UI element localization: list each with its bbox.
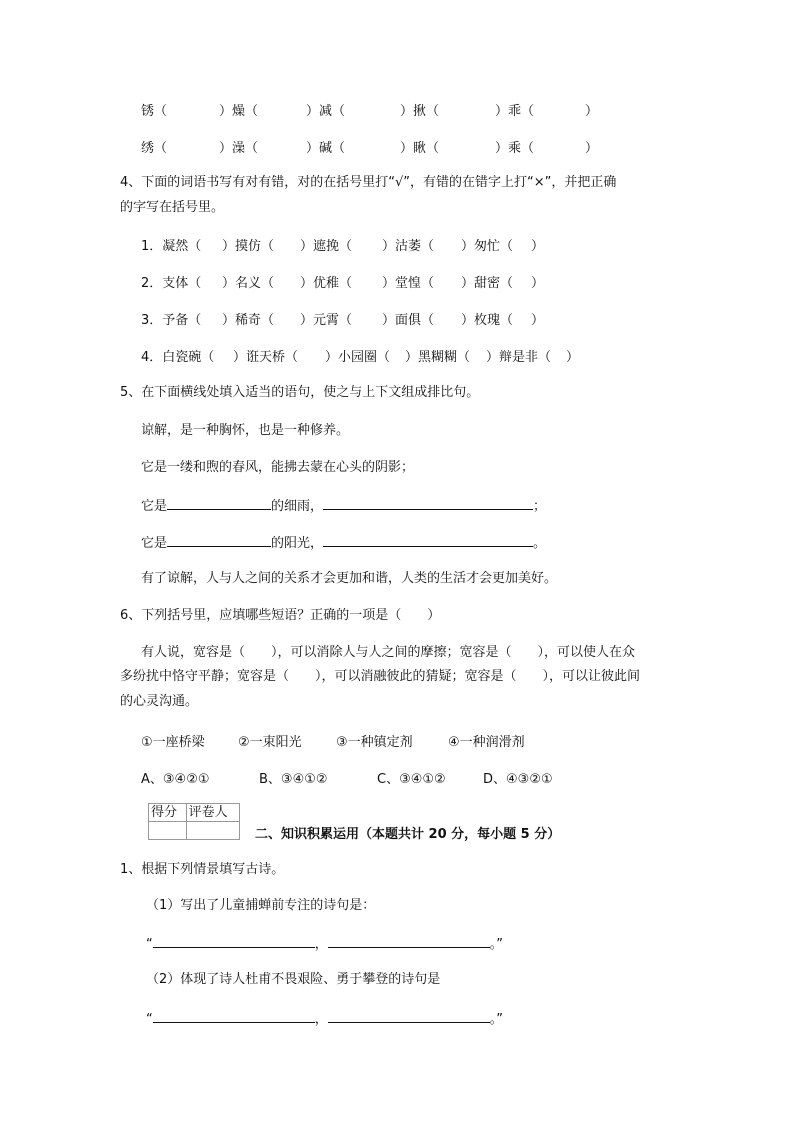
q4-word: ）匆忙（ (461, 239, 514, 254)
q5-blank[interactable] (323, 534, 533, 547)
q4-word: ）堂惶（ (382, 276, 435, 291)
q5-mid: 的细雨， (271, 499, 324, 514)
s2-fill-line-2 (146, 1010, 503, 1028)
q5-fill-line-2 (141, 534, 546, 552)
q3-cell: ）燥（ (219, 104, 259, 119)
poem-blank[interactable] (153, 935, 315, 948)
q3-cell: ） (585, 141, 599, 156)
grader-cell[interactable] (186, 822, 239, 840)
q3-cell: 绣（ (141, 141, 168, 156)
q3-cell: ）瞅（ (400, 141, 440, 156)
s2-q1: 1、根据下列情景填写古诗。 (120, 862, 285, 877)
q4-word: ）辩是非（ (486, 350, 552, 365)
close-quote: 。” (489, 937, 504, 952)
q3-cell: ） (585, 104, 599, 119)
s2-sub-2: （2）体现了诗人杜甫不畏艰险、勇于攀登的诗句是 (146, 972, 441, 987)
q5-question: 5、在下面横线处填入适当的语句，使之与上下文组成排比句。 (120, 385, 480, 400)
q5-lead: 它是 (141, 536, 168, 551)
q6-choice[interactable]: C、③④①② (377, 772, 446, 787)
q5-blank[interactable] (323, 497, 533, 510)
q3-cell: ）乘（ (495, 141, 535, 156)
q4-word: 4．白瓷碗（ (141, 350, 215, 365)
q3-cell: ）减（ (306, 104, 346, 119)
q5-blank[interactable] (167, 534, 271, 547)
q5-paragraph: 有了谅解，人与人之间的关系才会更加和谐，人类的生活才会更加美好。 (141, 571, 558, 586)
q6-option: ①一座桥梁 (141, 735, 205, 750)
q3-cell: ）乖（ (495, 104, 535, 119)
q3-cell: 锈（ (141, 104, 168, 119)
section-heading: 二、知识积累运用（本题共计 20 分，每小题 5 分） (255, 827, 561, 842)
q4-word: ）诳天桥（ (233, 350, 299, 365)
poem-blank[interactable] (328, 935, 490, 948)
q4-word: ） (531, 239, 545, 254)
q4-word: ）甜密（ (461, 276, 514, 291)
q6-choice[interactable]: B、③④①② (259, 772, 328, 787)
q6-question: 6、下列括号里，应填哪些短语？正确的一项是（ ） (120, 608, 441, 623)
q5-mid: 的阳光， (271, 536, 324, 551)
q4-word: 2．支体（ (141, 276, 202, 291)
comma: ， (314, 1012, 328, 1027)
score-cell[interactable] (149, 822, 187, 840)
q4-word: ）名义（ (222, 276, 275, 291)
q4-word: ）黑糊糊（ (405, 350, 471, 365)
score-header: 得分 (149, 804, 187, 822)
q5-blank[interactable] (167, 497, 271, 510)
q4-word: ） (531, 276, 545, 291)
q6-choice[interactable]: D、④③②① (483, 772, 553, 787)
comma: ， (314, 937, 328, 952)
q6-option: ④一种润滑剂 (448, 735, 525, 750)
s2-fill-line-1 (146, 935, 503, 953)
open-quote: “ (146, 937, 153, 952)
open-quote: “ (146, 1012, 153, 1027)
q3-cell: ）揪（ (400, 104, 440, 119)
q4-word: ）稀奇（ (222, 313, 275, 328)
q4-question: 4、下面的词语书写有对有错，对的在括号里打“√”，有错的在错字上打“×”，并把正确 (120, 175, 617, 190)
q6-choice[interactable]: A、③④②① (141, 772, 210, 787)
q4-word: ）小园圈（ (325, 350, 391, 365)
q6-option: ②一束阳光 (238, 735, 302, 750)
q5-paragraph: 它是一缕和煦的春风，能拂去蒙在心头的阴影； (141, 460, 415, 475)
q3-cell: ）澡（ (219, 141, 259, 156)
s2-sub-1: （1）写出了儿童捕蝉前专注的诗句是： (146, 898, 376, 913)
q4-word: ） (566, 350, 580, 365)
q4-word: ）枚瑰（ (461, 313, 514, 328)
q5-end: ； (533, 499, 547, 514)
q4-question-cont: 的字写在括号里。 (120, 200, 225, 215)
q5-paragraph: 谅解，是一种胸怀，也是一种修养。 (141, 423, 350, 438)
close-quote: 。” (489, 1012, 504, 1027)
poem-blank[interactable] (153, 1010, 315, 1023)
grader-header: 评卷人 (186, 804, 239, 822)
q5-end: 。 (533, 536, 547, 551)
q6-paragraph: 的心灵沟通。 (120, 694, 199, 709)
q3-cell: ）碱（ (306, 141, 346, 156)
q4-word: ） (531, 313, 545, 328)
q6-option: ③一种镇定剂 (336, 735, 413, 750)
q6-paragraph: 多纷扰中恪守平静；宽容是（ ），可以消融彼此的猜疑；宽容是（ ），可以让彼此间 (120, 669, 641, 684)
q4-word: ）沽萎（ (382, 239, 435, 254)
q4-word: ）摸仿（ (222, 239, 275, 254)
poem-blank[interactable] (328, 1010, 490, 1023)
q4-word: 3．予备（ (141, 313, 202, 328)
q5-lead: 它是 (141, 499, 168, 514)
q4-word: ）优稚（ (300, 276, 353, 291)
q4-word: ）元霄（ (300, 313, 353, 328)
q4-word: 1．凝然（ (141, 239, 202, 254)
q6-paragraph: 有人说，宽容是（ ），可以消除人与人之间的摩擦；宽容是（ ），可以使人在众 (141, 645, 636, 660)
q4-word: ）面俱（ (382, 313, 435, 328)
score-table (148, 803, 240, 840)
q5-fill-line-1 (141, 497, 546, 515)
q4-word: ）遮挽（ (300, 239, 353, 254)
